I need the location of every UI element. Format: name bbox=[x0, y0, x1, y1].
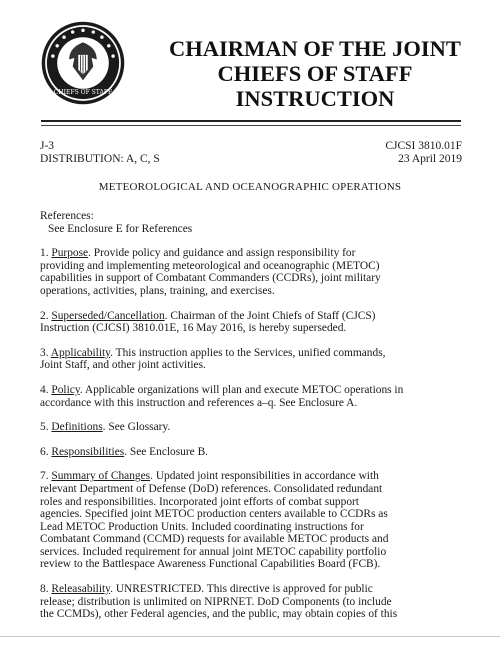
document-date: 23 April 2019 bbox=[398, 153, 462, 165]
office-code: J-3 bbox=[40, 140, 55, 152]
paragraph-number: 7. bbox=[40, 470, 49, 483]
paragraph-heading: Applicability bbox=[50, 346, 111, 359]
paragraph-line: relevant Department of Defense (DoD) references. Consolidated redundant bbox=[40, 482, 383, 495]
paragraph-line: capabilities in support of Combatant Commanders (CCDRs), joint military bbox=[40, 272, 381, 285]
paragraph-line: services. Included requirement for annual joint METOC capability portfolio bbox=[40, 545, 387, 558]
paragraph-line: roles and responsibilities. Incorporated joint efforts of combat support bbox=[40, 495, 359, 508]
references-block bbox=[40, 210, 465, 235]
paragraph-number: 4. bbox=[40, 383, 49, 396]
paragraph-6 bbox=[40, 446, 465, 459]
paragraph-line: review to the Battlespace Awareness Functional Capabilities Board (FCB). bbox=[40, 558, 381, 571]
paragraph-4 bbox=[40, 384, 465, 409]
paragraph-heading: Responsibilities bbox=[51, 445, 125, 458]
paragraph-text: . This instruction applies to the Services, unified commands, bbox=[110, 346, 386, 359]
paragraph-1 bbox=[40, 247, 465, 297]
document-meta-left bbox=[40, 140, 160, 166]
paragraph-heading: Policy bbox=[51, 383, 80, 396]
paragraph-heading: Definitions bbox=[51, 421, 103, 434]
paragraph-line: Instruction (CJCSI) 3810.01E, 16 May 2016, is hereby superseded. bbox=[40, 322, 347, 335]
title-line-2: CHIEFS OF STAFF bbox=[217, 61, 413, 86]
header-rule-thin bbox=[41, 125, 461, 126]
paragraph-line: Combatant Command (CCMD) requests for available METOC products and bbox=[40, 533, 389, 546]
paragraph-line: Joint Staff, and other joint activities. bbox=[40, 359, 206, 372]
paragraph-line: release; distribution is unlimited on NIPRNET. DoD Components (to include bbox=[40, 595, 392, 608]
paragraph-text: . Chairman of the Joint Chiefs of Staff (CJCS) bbox=[164, 309, 376, 322]
paragraph-line bbox=[40, 247, 465, 260]
paragraph-8 bbox=[40, 583, 465, 621]
paragraph-5 bbox=[40, 421, 465, 434]
header-rule-thick bbox=[41, 120, 461, 122]
paragraph-number: 6. bbox=[40, 445, 49, 458]
references-label: References: bbox=[40, 210, 94, 222]
page-bottom-edge bbox=[0, 636, 500, 637]
paragraph-heading: Superseded/Cancellation bbox=[51, 309, 165, 322]
paragraph-text: . See Enclosure B. bbox=[124, 445, 209, 458]
title-line-1: CHAIRMAN OF THE JOINT bbox=[169, 36, 461, 61]
subject-line: METEOROLOGICAL AND OCEANOGRAPHIC OPERATIONS bbox=[98, 181, 402, 193]
paragraph-3 bbox=[40, 347, 465, 372]
joint-chiefs-seal-icon bbox=[40, 20, 126, 106]
title-line-3: INSTRUCTION bbox=[235, 86, 395, 111]
paragraph-number: 2. bbox=[40, 309, 49, 322]
document-number: CJCSI 3810.01F bbox=[385, 140, 462, 152]
paragraph-line: providing and implementing meteorological and oceanographic (METOC) bbox=[40, 259, 380, 272]
document-title bbox=[150, 36, 480, 111]
references-line: See Enclosure E for References bbox=[48, 222, 193, 235]
svg-text:CHIEFS OF STAFF: CHIEFS OF STAFF bbox=[53, 88, 113, 96]
paragraph-line: Lead METOC Production Units. Included coordinating instructions for bbox=[40, 520, 364, 533]
paragraph-line bbox=[40, 310, 465, 323]
paragraph-number: 1. bbox=[40, 247, 49, 260]
paragraph-line: accordance with this instruction and references a–q. See Enclosure A. bbox=[40, 396, 358, 409]
paragraph-line bbox=[40, 446, 465, 459]
document-meta-right bbox=[385, 140, 462, 166]
paragraph-7 bbox=[40, 470, 465, 571]
paragraph-list bbox=[40, 247, 465, 621]
paragraph-line: operations, activities, plans, training, and exercises. bbox=[40, 284, 275, 297]
paragraph-number: 8. bbox=[40, 583, 49, 596]
paragraph-heading: Releasability bbox=[51, 583, 111, 596]
paragraph-heading: Purpose bbox=[51, 247, 89, 260]
paragraph-line bbox=[40, 347, 465, 360]
paragraph-2 bbox=[40, 310, 465, 335]
paragraph-number: 5. bbox=[40, 421, 49, 434]
paragraph-line bbox=[40, 470, 465, 483]
paragraph-text: . UNRESTRICTED. This directive is approved for public bbox=[110, 583, 373, 596]
paragraph-text: . Provide policy and guidance and assign responsibility for bbox=[88, 247, 356, 260]
paragraph-text: . Updated joint responsibilities in accordance with bbox=[150, 470, 379, 483]
paragraph-line bbox=[40, 384, 465, 397]
paragraph-line: agencies. Specified joint METOC production centers available to CCDRs as bbox=[40, 508, 388, 521]
paragraph-text: . Applicable organizations will plan and execute METOC operations in bbox=[79, 383, 404, 396]
paragraph-line: the CCMDs), other Federal agencies, and the public, may obtain copies of this bbox=[40, 608, 398, 621]
distribution: DISTRIBUTION: A, C, S bbox=[40, 153, 160, 165]
document-body bbox=[40, 210, 465, 621]
paragraph-line bbox=[40, 583, 465, 596]
paragraph-heading: Summary of Changes bbox=[51, 470, 151, 483]
paragraph-line bbox=[40, 421, 465, 434]
paragraph-number: 3. bbox=[40, 346, 49, 359]
paragraph-text: . See Glossary. bbox=[102, 421, 171, 434]
